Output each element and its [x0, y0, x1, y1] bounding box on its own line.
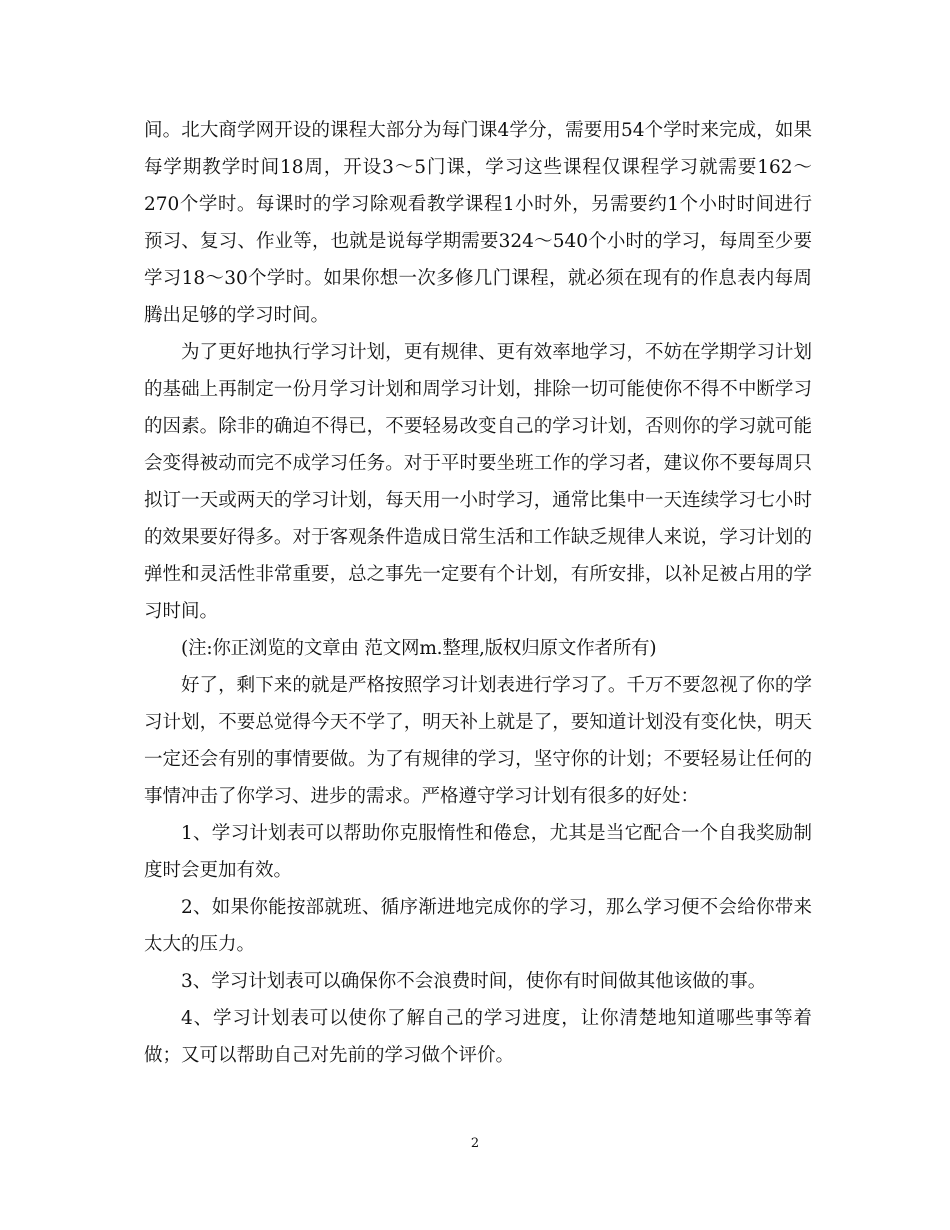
- document-body: [144, 112, 812, 1074]
- list-item-benefit-2: 2、如果你能按部就班、循序渐进地完成你的学习，那么学习便不会给你带来太大的压力。: [144, 897, 812, 955]
- paragraph-study-hours: 间。北大商学网开设的课程大部分为每门课4学分，需要用54个学时来完成，如果每学期教学时间18周，开设3～5门课，学习这些课程仅课程学习就需要162～270个学时。每课时的学习除观看教学课程1小时外，另需要约1个小时时间进行预习、复习、作业等，也就是说每学期需要324～540个小时的学习，每周至少要学习18～30个学时。如果你想一次多修几门课程，就必须在现有的作息表内每周腾出足够的学习时间。: [144, 120, 812, 326]
- list-item-benefit-4: 4、学习计划表可以使你了解自己的学习进度，让你清楚地知道哪些事等着做；又可以帮助自己对先前的学习做个评价。: [144, 1008, 812, 1066]
- list-item-benefit-3: 3、学习计划表可以确保你不会浪费时间，使你有时间做其他该做的事。: [181, 971, 767, 992]
- paragraph-follow-plan: 好了，剩下来的就是严格按照学习计划表进行学习了。千万不要忽视了你的学习计划，不要总觉得今天不学了，明天补上就是了，要知道计划没有变化快，明天一定还会有别的事情要做。为了有规律的学习，坚守你的计划；不要轻易让任何的事情冲击了你学习、进步的需求。严格遵守学习计划有很多的好处：: [144, 675, 812, 807]
- page-number: 2: [470, 1136, 480, 1151]
- list-item-benefit-1: 1、学习计划表可以帮助你克服惰性和倦怠，尤其是当它配合一个自我奖励制度时会更加有效。: [144, 823, 812, 881]
- paragraph-source-note: (注:你正浏览的文章由 范文网m.整理,版权归原文作者所有): [181, 638, 657, 659]
- paragraph-monthly-weekly-plan: 为了更好地执行学习计划，更有规律、更有效率地学习，不妨在学期学习计划的基础上再制定一份月学习计划和周学习计划，排除一切可能使你不得不中断学习的因素。除非的确迫不得已，不要轻易改变自己的学习计划，否则你的学习就可能会变得被动而完不成学习任务。对于平时要坐班工作的学习者，建议你不要每周只拟订一天或两天的学习计划，每天用一小时学习，通常比集中一天连续学习七小时的效果要好得多。对于客观条件造成日常生活和工作缺乏规律人来说，学习计划的弹性和灵活性非常重要，总之事先一定要有个计划，有所安排，以补足被占用的学习时间。: [144, 342, 812, 622]
